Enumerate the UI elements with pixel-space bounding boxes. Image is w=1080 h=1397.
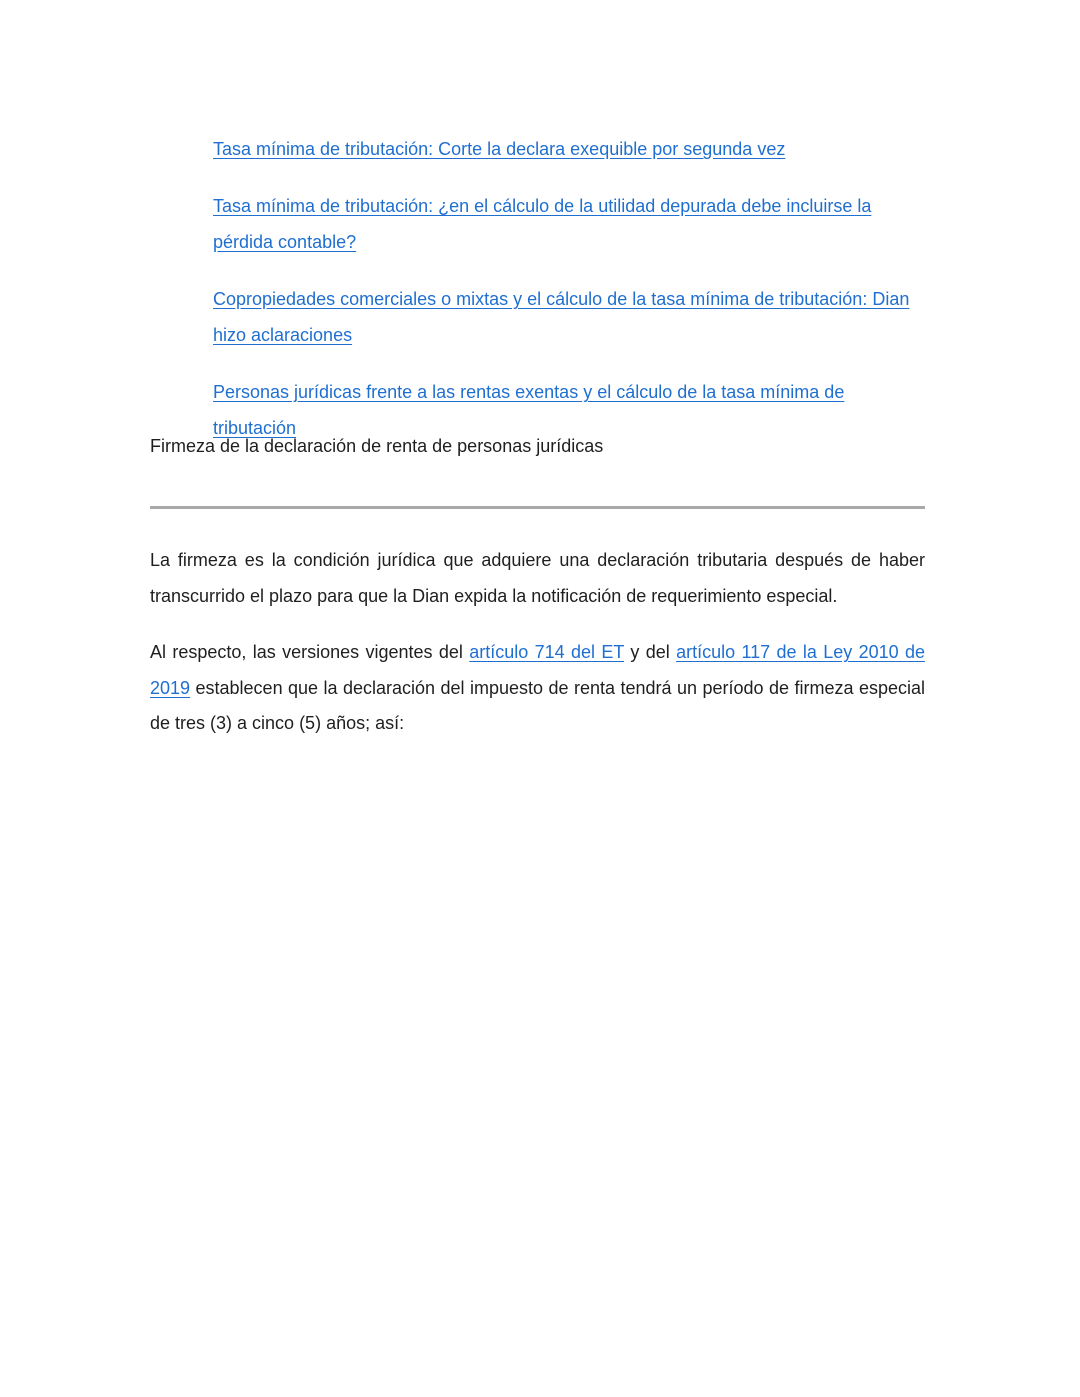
related-article-link-4[interactable]: Personas jurídicas frente a las rentas exentas y el cálculo de la tasa mínima de tributación — [213, 382, 845, 438]
related-article-link-1[interactable]: Tasa mínima de tributación: Corte la declara exequible por segunda vez — [213, 139, 786, 159]
related-articles-list — [213, 131, 925, 467]
article-117-ley-2010-link[interactable]: artículo 117 de la Ley 2010 de 2019 — [150, 642, 925, 698]
paragraph-text: y del — [624, 642, 677, 662]
related-article-item — [213, 281, 925, 353]
related-article-item — [213, 188, 925, 260]
paragraph-firmeza-rules — [150, 635, 925, 742]
section-heading: Firmeza de la declaración de renta de personas jurídicas — [150, 436, 604, 456]
paragraph-firmeza-definition: La firmeza es la condición jurídica que adquiere una declaración tributaria después de haber transcurrido el plazo para que la Dian expida la notificación de requerimiento especial. — [150, 550, 925, 606]
paragraph-text: establecen que la declaración del impuesto de renta tendrá un período de firmeza especial de tres (3) a cinco (5) años; así: — [150, 677, 925, 733]
related-article-link-2[interactable]: Tasa mínima de tributación: ¿en el cálculo de la utilidad depurada debe incluirse la pérdida contable? — [213, 196, 872, 252]
article-714-et-link[interactable]: artículo 714 del ET — [469, 642, 625, 662]
related-article-item — [213, 131, 925, 167]
paragraph-text: Al respecto, las versiones vigentes del — [150, 642, 470, 662]
section-divider — [150, 506, 925, 509]
related-article-link-3[interactable]: Copropiedades comerciales o mixtas y el cálculo de la tasa mínima de tributación: Dian hizo aclaraciones — [213, 289, 910, 345]
